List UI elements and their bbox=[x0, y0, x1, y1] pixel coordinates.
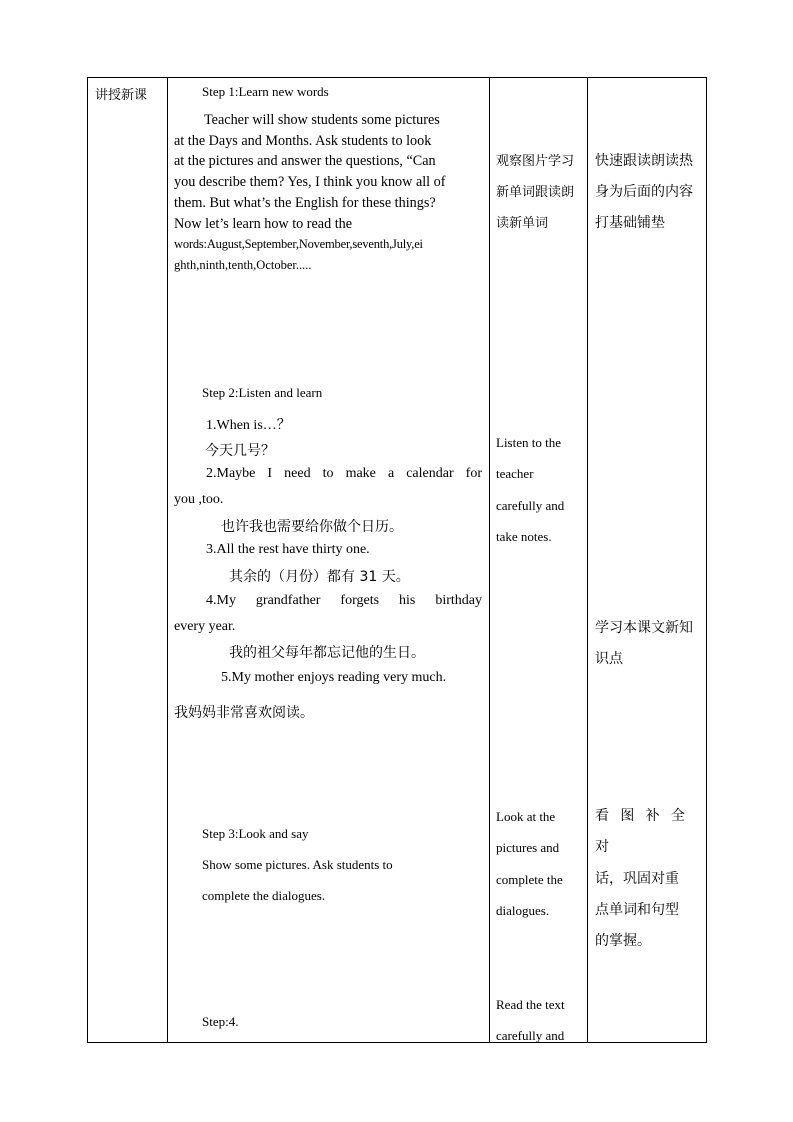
sentence-1-translation: 今天几号？ bbox=[205, 443, 275, 459]
sentence-3: 3.All the rest have thirty one. bbox=[206, 542, 370, 557]
sentence-5: 5.My mother enjoys reading very much. bbox=[221, 670, 447, 685]
activity-line: Look at the bbox=[496, 809, 556, 824]
student-activity-2 bbox=[496, 427, 564, 552]
step3-line: complete the dialogues. bbox=[202, 888, 326, 903]
step3-title: Step 3:Look and say bbox=[202, 826, 309, 841]
step3-line: Show some pictures. Ask students to bbox=[202, 857, 393, 872]
column-divider bbox=[167, 78, 168, 1042]
column-divider bbox=[587, 78, 588, 1042]
step1-line: them. But what’s the English for these things? bbox=[174, 194, 436, 211]
sentence-4-text: 4.My grandfather forgets his birthday bbox=[206, 593, 482, 608]
intent-line: 话，巩固对重 bbox=[595, 870, 679, 887]
activity-line: 观察图片学习 bbox=[496, 154, 575, 169]
step1-line: Teacher will show students some pictures bbox=[204, 112, 440, 128]
sentence-4 bbox=[206, 593, 482, 609]
activity-line: carefully and bbox=[496, 497, 565, 513]
section-label: 讲授新课 bbox=[95, 88, 148, 103]
intent-line: 打基础铺垫 bbox=[595, 215, 665, 231]
design-intent-3 bbox=[595, 801, 693, 957]
sentence-2-translation: 也许我也需要给你做个日历。 bbox=[221, 519, 403, 535]
sentence-1: 1.When is…？ bbox=[206, 418, 291, 433]
step1-paragraph bbox=[174, 110, 484, 276]
activity-line: pictures and bbox=[496, 840, 560, 856]
design-intent-2 bbox=[595, 613, 693, 675]
activity-line: take notes. bbox=[496, 528, 552, 544]
sentence-4-continued: every year. bbox=[174, 619, 236, 634]
step1-line: words:August,September,November,seventh,July,ei bbox=[174, 237, 423, 252]
sentence-3-translation: 其余的（月份）都有 31 天。 bbox=[229, 569, 410, 585]
sentence-2 bbox=[206, 466, 482, 482]
intent-line: 看图补全对 bbox=[595, 808, 693, 856]
student-activity-1 bbox=[496, 146, 574, 239]
step1-line: you describe them? Yes, I think you know all of bbox=[174, 174, 446, 191]
sentence-2-continued: you ,too. bbox=[174, 492, 224, 507]
student-activity-3 bbox=[496, 801, 563, 926]
activity-line: carefully and bbox=[496, 1028, 565, 1043]
step2-title: Step 2:Listen and learn bbox=[202, 385, 323, 400]
activity-line: 新单词跟读朗 bbox=[496, 185, 575, 200]
activity-line: complete the bbox=[496, 871, 563, 887]
design-intent-1 bbox=[595, 146, 693, 239]
sentence-4-translation: 我的祖父每年都忘记他的生日。 bbox=[229, 645, 425, 661]
student-activity-4 bbox=[496, 989, 565, 1051]
step1-line: at the pictures and answer the questions, “Can bbox=[174, 153, 436, 170]
activity-line: Read the text bbox=[496, 997, 565, 1012]
intent-line: 身为后面的内容 bbox=[595, 184, 693, 200]
step1-line: Now let’s learn how to read the bbox=[174, 215, 353, 232]
step1-title: Step 1:Learn new words bbox=[202, 84, 329, 99]
column-divider bbox=[489, 78, 490, 1042]
step1-line: ghth,ninth,tenth,October..... bbox=[174, 257, 312, 272]
sentence-5-translation: 我妈妈非常喜欢阅读。 bbox=[174, 705, 314, 721]
intent-line: 识点 bbox=[595, 651, 623, 667]
step1-line: at the Days and Months. Ask students to look bbox=[174, 132, 432, 149]
intent-line: 快速跟读朗读热 bbox=[595, 153, 693, 169]
intent-line: 的掌握。 bbox=[595, 933, 651, 950]
intent-line: 学习本课文新知 bbox=[595, 620, 693, 636]
activity-line: dialogues. bbox=[496, 902, 550, 918]
activity-line: Listen to the bbox=[496, 435, 561, 450]
intent-line: 点单词和句型 bbox=[595, 901, 679, 918]
step4-title: Step:4. bbox=[202, 1014, 239, 1029]
activity-line: teacher bbox=[496, 466, 534, 482]
activity-line: 读新单词 bbox=[496, 216, 549, 231]
sentence-2-text: 2.Maybe I need to make a calendar for bbox=[206, 466, 482, 481]
